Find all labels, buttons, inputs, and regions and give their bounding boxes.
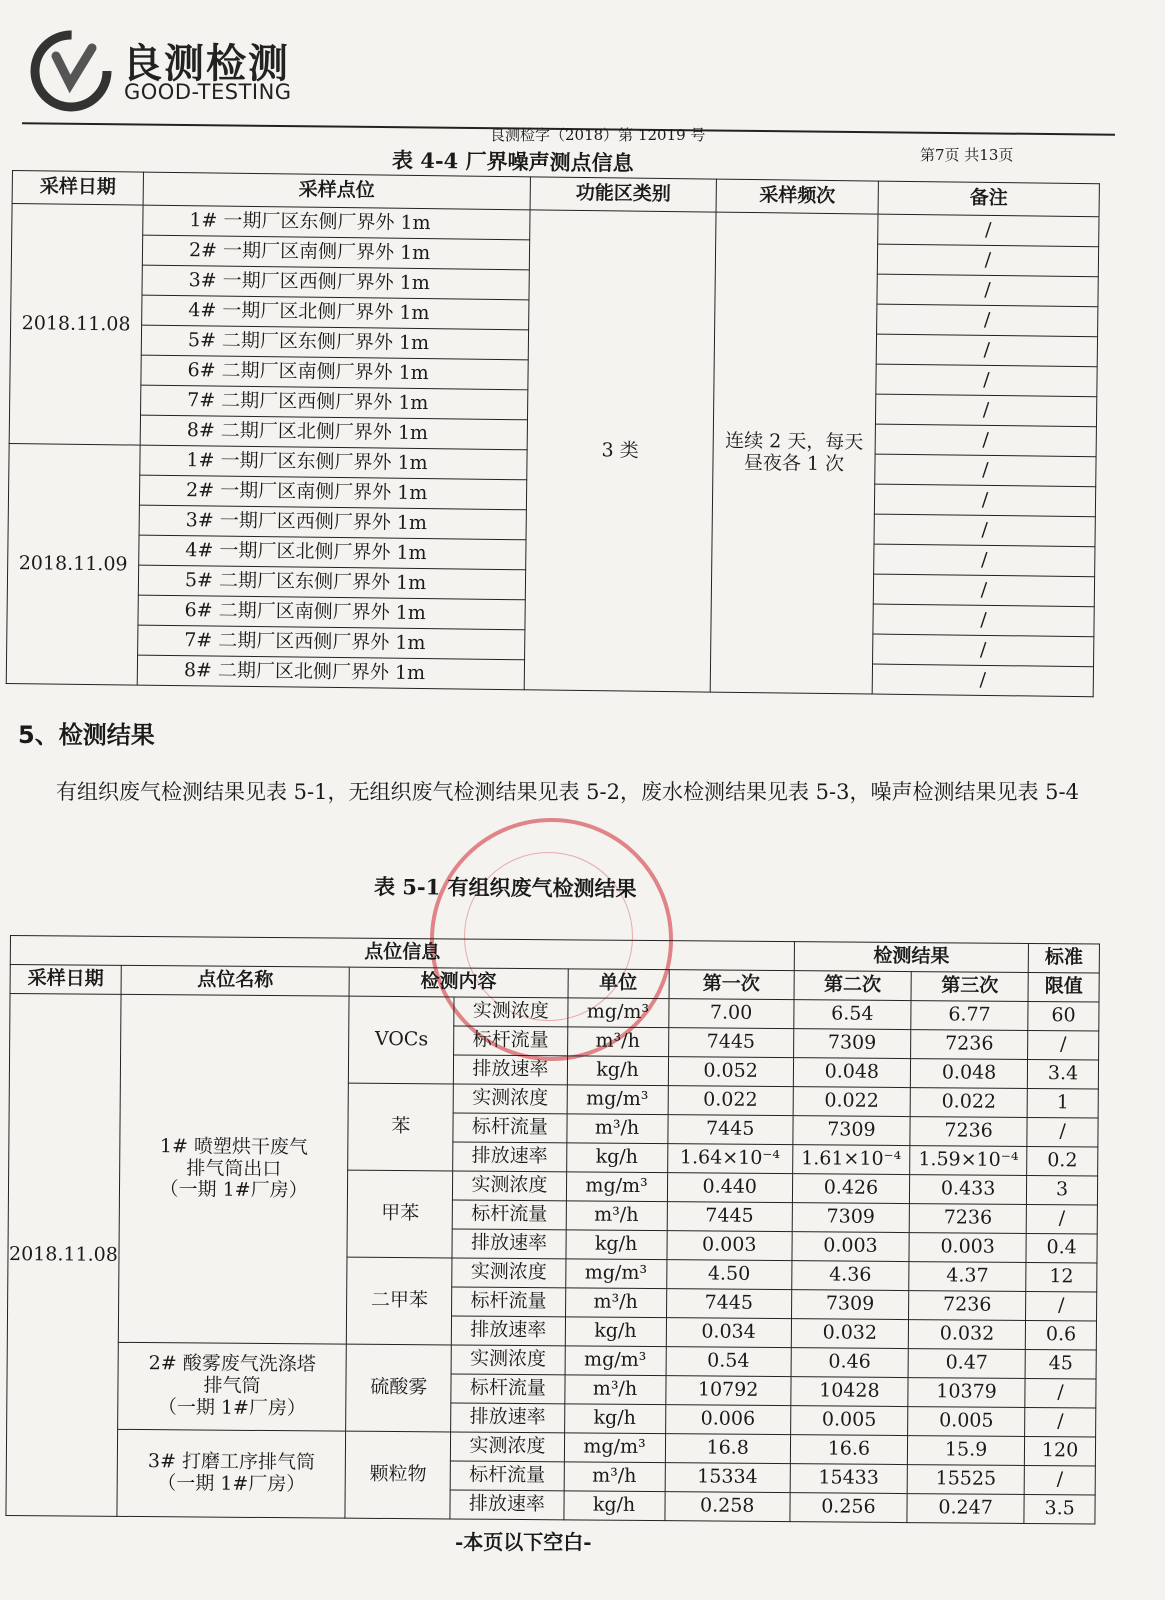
r2-cell: 10428	[791, 1377, 908, 1407]
page-number: 第7页 共13页	[920, 146, 1014, 164]
brand-cn: 良测检测	[122, 41, 290, 87]
th-limit-2: 限值	[1028, 973, 1099, 1003]
th-results: 检测结果	[794, 942, 1029, 973]
table-5-1-caption: 表 5-1 有组织废气检测结果	[373, 873, 637, 902]
point-cell: 7# 二期厂区西侧厂界外 1m	[138, 625, 525, 660]
limit-cell: 45	[1025, 1349, 1096, 1379]
param-cell: 标杆流量	[453, 1113, 566, 1143]
freq-line-2: 昼夜各 1 次	[743, 451, 845, 475]
r2-cell: 0.256	[790, 1493, 907, 1523]
param-cell: 标杆流量	[452, 1287, 565, 1317]
limit-cell: /	[1026, 1291, 1097, 1321]
point-cell: 3# 一期厂区西侧厂界外 1m	[142, 265, 529, 300]
point-cell: 4# 一期厂区北侧厂界外 1m	[142, 295, 529, 330]
date-cell: 2018.11.08	[9, 204, 143, 446]
th-limit-1: 标准	[1028, 944, 1099, 974]
param-cell: 排放速率	[453, 1142, 566, 1172]
r3-cell: 7236	[909, 1204, 1026, 1234]
point-name-cell	[117, 1429, 346, 1518]
th-r3: 第三次	[911, 972, 1028, 1002]
r3-cell: 6.77	[911, 1001, 1028, 1031]
r1-cell: 0.440	[667, 1173, 793, 1203]
unit-cell: m³/h	[566, 1201, 667, 1231]
remark-cell: /	[872, 634, 1093, 667]
param-cell: 实测浓度	[454, 997, 567, 1027]
th-point-info: 点位信息	[10, 936, 794, 971]
th-name: 点位名称	[121, 965, 350, 996]
r3-cell: 15.9	[907, 1436, 1024, 1466]
r1-cell: 0.006	[665, 1405, 791, 1435]
param-cell: 实测浓度	[452, 1258, 565, 1288]
point-name-line: （一期 1#厂房）	[157, 1472, 306, 1496]
unit-cell: m³/h	[564, 1462, 665, 1492]
limit-cell: /	[1025, 1407, 1096, 1437]
remark-cell: /	[878, 214, 1099, 247]
limit-cell: /	[1024, 1465, 1095, 1495]
point-name-line: 3# 打磨工序排气筒	[147, 1450, 316, 1474]
point-cell: 7# 二期厂区西侧厂界外 1m	[141, 385, 528, 420]
point-cell: 5# 二期厂区东侧厂界外 1m	[138, 565, 525, 600]
limit-cell: /	[1027, 1117, 1098, 1147]
unit-cell: kg/h	[563, 1491, 664, 1521]
remark-cell: /	[875, 454, 1096, 487]
r2-cell: 4.36	[792, 1261, 909, 1291]
r2-cell: 1.61×10⁻⁴	[792, 1145, 909, 1175]
remark-cell: /	[874, 514, 1095, 547]
point-name-line: （一期 1#厂房）	[159, 1178, 308, 1202]
remark-cell: /	[875, 394, 1096, 427]
param-cell: 排放速率	[452, 1229, 565, 1259]
r3-cell: 4.37	[909, 1262, 1026, 1292]
r3-cell: 7236	[910, 1117, 1027, 1147]
table-5-1	[5, 935, 1100, 1525]
unit-cell: m³/h	[567, 1027, 668, 1057]
remark-cell: /	[876, 334, 1097, 367]
r1-cell: 0.052	[668, 1057, 794, 1087]
r2-cell: 0.048	[793, 1058, 910, 1088]
param-cell: 实测浓度	[451, 1345, 564, 1375]
unit-cell: mg/m³	[565, 1259, 666, 1289]
unit-cell: mg/m³	[567, 1085, 668, 1115]
r1-cell: 7445	[666, 1289, 792, 1319]
point-cell: 1# 一期厂区东侧厂界外 1m	[140, 445, 527, 480]
remark-cell: /	[876, 304, 1097, 337]
r1-cell: 0.54	[666, 1347, 792, 1377]
r3-cell: 0.247	[907, 1494, 1024, 1524]
r2-cell: 0.003	[792, 1232, 909, 1262]
r3-cell: 7236	[911, 1030, 1028, 1060]
point-name-line: 2# 酸雾废气洗涤塔	[148, 1352, 316, 1376]
r1-cell: 0.003	[667, 1231, 793, 1261]
r2-cell: 16.6	[790, 1435, 907, 1465]
point-cell: 2# 一期厂区南侧厂界外 1m	[139, 475, 526, 510]
r3-cell: 0.048	[910, 1059, 1027, 1089]
logo-mark-icon	[30, 30, 112, 112]
limit-cell: 1	[1027, 1088, 1098, 1118]
company-logo	[30, 30, 310, 110]
th-r2: 第二次	[794, 971, 911, 1001]
r1-cell: 0.022	[668, 1086, 794, 1116]
unit-cell: m³/h	[564, 1375, 665, 1405]
unit-cell: mg/m³	[565, 1346, 666, 1376]
unit-cell: kg/h	[566, 1143, 667, 1173]
point-cell: 8# 二期厂区北侧厂界外 1m	[140, 415, 527, 450]
limit-cell: 120	[1025, 1436, 1096, 1466]
r2-cell: 0.46	[791, 1348, 908, 1378]
point-name-line: （一期 1#厂房）	[157, 1396, 307, 1420]
th-unit: 单位	[568, 969, 669, 999]
limit-cell: 3.5	[1024, 1494, 1095, 1524]
limit-cell: 3	[1027, 1175, 1098, 1205]
remark-cell: /	[873, 574, 1094, 607]
paragraph-text: 有组织废气检测结果见表 5-1，无组织废气检测结果见表 5-2，废水检测结果见表 5-3，噪声检测结果见表 5-4	[56, 780, 1079, 804]
param-cell: 标杆流量	[451, 1461, 564, 1491]
unit-cell: kg/h	[565, 1230, 666, 1260]
zone-cell: 3 类	[524, 210, 716, 692]
blank-below-note: -本页以下空白-	[455, 1530, 592, 1554]
r2-cell: 7309	[791, 1290, 908, 1320]
th-zone: 功能区类别	[530, 177, 717, 212]
point-cell: 6# 二期厂区南侧厂界外 1m	[141, 355, 528, 390]
unit-cell: mg/m³	[564, 1433, 665, 1463]
param-cell: 排放速率	[454, 1055, 567, 1085]
th-point: 采样点位	[143, 172, 530, 210]
r3-cell: 0.433	[909, 1175, 1026, 1205]
r3-cell: 0.003	[909, 1233, 1026, 1263]
limit-cell: 0.6	[1026, 1320, 1097, 1350]
param-cell: 实测浓度	[451, 1432, 564, 1462]
param-cell: 排放速率	[451, 1403, 564, 1433]
r1-cell: 7445	[667, 1202, 793, 1232]
r2-cell: 0.005	[790, 1406, 907, 1436]
param-cell: 标杆流量	[451, 1374, 564, 1404]
r3-cell: 10379	[908, 1378, 1025, 1408]
pollutant-cell: 二甲苯	[347, 1257, 453, 1345]
freq-cell	[710, 212, 878, 694]
r3-cell: 0.032	[908, 1320, 1025, 1350]
date-cell: 2018.11.08	[6, 994, 121, 1517]
pollutant-cell: VOCs	[349, 996, 455, 1084]
param-cell: 实测浓度	[453, 1084, 566, 1114]
r1-cell: 7445	[667, 1115, 793, 1145]
th-item: 检测内容	[349, 967, 567, 998]
th-remark: 备注	[878, 181, 1099, 217]
th-date: 采样日期	[12, 171, 143, 206]
r1-cell: 16.8	[665, 1434, 791, 1464]
brand-en: GOOD-TESTING	[124, 80, 292, 104]
r3-cell: 0.47	[908, 1349, 1025, 1379]
r1-cell: 4.50	[666, 1260, 792, 1290]
unit-cell: kg/h	[564, 1404, 665, 1434]
r2-cell: 0.022	[793, 1087, 910, 1117]
r1-cell: 0.258	[664, 1492, 790, 1522]
limit-cell: 3.4	[1028, 1059, 1099, 1089]
unit-cell: kg/h	[567, 1056, 668, 1086]
r2-cell: 15433	[790, 1464, 907, 1494]
remark-cell: /	[872, 664, 1093, 697]
pollutant-cell: 苯	[348, 1083, 454, 1171]
section-paragraph	[18, 770, 1098, 814]
r2-cell: 0.426	[792, 1174, 909, 1204]
r3-cell: 1.59×10⁻⁴	[910, 1146, 1027, 1176]
point-cell: 1# 一期厂区东侧厂界外 1m	[143, 205, 530, 240]
remark-cell: /	[877, 274, 1098, 307]
section-title: 5、检测结果	[18, 721, 155, 749]
r1-cell: 10792	[665, 1376, 791, 1406]
date-cell: 2018.11.09	[6, 443, 140, 685]
point-cell: 5# 二期厂区东侧厂界外 1m	[141, 325, 528, 360]
param-cell: 标杆流量	[453, 1200, 566, 1230]
limit-cell: 12	[1026, 1262, 1097, 1292]
r1-cell: 7.00	[668, 999, 794, 1029]
point-cell: 3# 一期厂区西侧厂界外 1m	[139, 505, 526, 540]
remark-cell: /	[873, 604, 1094, 637]
r2-cell: 6.54	[794, 1000, 911, 1030]
r2-cell: 7309	[792, 1203, 909, 1233]
th-date: 采样日期	[10, 965, 121, 995]
point-cell: 6# 二期厂区南侧厂界外 1m	[138, 595, 525, 630]
table-4-4	[6, 170, 1100, 697]
limit-cell: 60	[1028, 1001, 1099, 1031]
r3-cell: 7236	[909, 1291, 1026, 1321]
r3-cell: 0.005	[908, 1407, 1025, 1437]
point-cell: 2# 一期厂区南侧厂界外 1m	[142, 235, 529, 270]
limit-cell: /	[1025, 1378, 1096, 1408]
limit-cell: 0.4	[1026, 1233, 1097, 1263]
point-name-cell	[118, 1342, 347, 1431]
point-cell: 8# 二期厂区北侧厂界外 1m	[137, 655, 524, 690]
point-name-line: 排气筒出口	[186, 1156, 282, 1180]
r1-cell: 1.64×10⁻⁴	[667, 1144, 793, 1174]
table-4-4-caption: 表 4-4 厂界噪声测点信息	[391, 147, 634, 176]
unit-cell: mg/m³	[567, 998, 668, 1028]
r1-cell: 15334	[665, 1463, 791, 1493]
th-freq: 采样频次	[716, 179, 878, 214]
param-cell: 排放速率	[450, 1490, 563, 1520]
remark-cell: /	[877, 244, 1098, 277]
point-name-line: 1# 喷塑烘干废气	[159, 1134, 309, 1159]
r2-cell: 0.032	[791, 1319, 908, 1349]
param-cell: 标杆流量	[454, 1026, 567, 1056]
pollutant-cell: 甲苯	[347, 1170, 453, 1258]
point-name-line: 排气筒	[203, 1374, 261, 1398]
th-r1: 第一次	[669, 970, 795, 1000]
point-cell: 4# 一期厂区北侧厂界外 1m	[139, 535, 526, 570]
param-cell: 实测浓度	[453, 1171, 566, 1201]
param-cell: 排放速率	[452, 1316, 565, 1346]
remark-cell: /	[875, 424, 1096, 457]
r2-cell: 7309	[793, 1116, 910, 1146]
point-name-cell	[118, 994, 349, 1344]
r3-cell: 0.022	[910, 1088, 1027, 1118]
unit-cell: mg/m³	[566, 1172, 667, 1202]
unit-cell: m³/h	[565, 1288, 666, 1318]
limit-cell: /	[1028, 1030, 1099, 1060]
r1-cell: 0.034	[666, 1318, 792, 1348]
unit-cell: kg/h	[565, 1317, 666, 1347]
freq-line-1: 连续 2 天，每天	[725, 429, 864, 454]
remark-cell: /	[876, 364, 1097, 397]
limit-cell: /	[1026, 1204, 1097, 1234]
remark-cell: /	[874, 484, 1095, 517]
r1-cell: 7445	[668, 1028, 794, 1058]
pollutant-cell: 颗粒物	[345, 1431, 451, 1519]
r2-cell: 7309	[793, 1029, 910, 1059]
r3-cell: 15525	[907, 1465, 1024, 1495]
limit-cell: 0.2	[1027, 1146, 1098, 1176]
document-number: 良测检字（2018）第 12019 号	[490, 126, 706, 144]
remark-cell: /	[874, 544, 1095, 577]
unit-cell: m³/h	[566, 1114, 667, 1144]
pollutant-cell: 硫酸雾	[346, 1344, 452, 1432]
